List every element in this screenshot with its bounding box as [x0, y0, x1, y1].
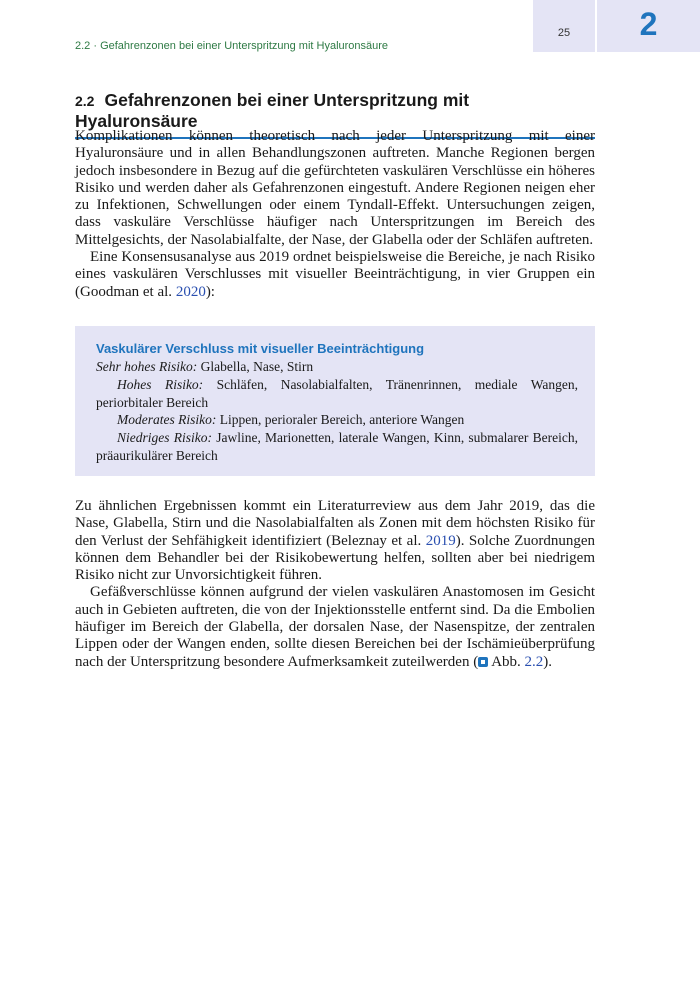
risk-item-very-high: Sehr hohes Risiko: Glabella, Nase, Stirn	[96, 359, 314, 374]
figure-reference-icon[interactable]	[478, 657, 488, 667]
risk-item-moderate: Moderates Risiko: Lippen, perioraler Bereich, anteriore Wangen	[117, 412, 465, 428]
paragraph-1: Komplikationen können theoretisch nach jeder Unterspritzung mit einer Hyaluronsäure und in allen Behandlungszonen auftreten. Manche Regionen bergen jedoch insbesondere in Bezug auf die gefürchteten vaskulären Verschlüsse ein höheres Risiko und werden daher als Gefahrenzonen eingestuft. Andere Regionen neigen eher zu Infektionen, Schwellungen oder einem Tyndall-Effekt. Untersuchungen zeigen, dass vaskuläre Verschlüsse häufiger nach Unterspritzungen im Bereich des Mittelgesichts, der Nasolabialfalte, der Nase, der Glabella oder der Schläfen auftreten.	[75, 128, 595, 248]
running-head: 2.2 · Gefahrenzonen bei einer Unterspritzung mit Hyaluronsäure	[75, 40, 389, 52]
citation-link-goodman[interactable]: 2020	[175, 283, 206, 300]
box-title: Vaskulärer Verschluss mit visueller Beeinträchtigung	[96, 341, 425, 356]
intro-text	[75, 128, 595, 301]
section-number: 2.2	[75, 93, 95, 109]
chapter-number: 2	[639, 6, 658, 42]
risk-info-box	[75, 326, 595, 476]
page-number: 25	[557, 27, 571, 39]
paragraph-4: Gefäßverschlüsse können aufgrund der vielen vaskulären Anastomosen im Gesicht auch in Gebieten auftreten, die von der Injektionsstelle entfernt sind. Da die Embolien häufiger im Bereich der Glabella, der dorsalen Nase, der Nasenspitze, der zentralen Lippen oder der Wangen enden, sollte diesen Bereichen bei der Ischämieüberprüfung nach der Unterspritzung besondere Aufmerksamkeit zuteilwerden ( Abb. 2.2).	[75, 584, 595, 670]
citation-link-beleznay[interactable]: 2019	[425, 532, 456, 549]
paragraph-2: Eine Konsensusanalyse aus 2019 ordnet beispielsweise die Bereiche, je nach Risiko eines vaskulären Verschlusses mit visueller Beeinträchtigung, in vier Gruppen ein (Goodman et al. 2020):	[75, 249, 595, 300]
risk-item-high: Hohes Risiko: Schläfen, Nasolabialfalten, Tränenrinnen, mediale Wangen, periorbitaler Bereich	[96, 376, 578, 410]
page-number-box	[533, 0, 595, 52]
paragraph-3: Zu ähnlichen Ergebnissen kommt ein Literaturreview aus dem Jahr 2019, das die Nase, Glabella, Stirn und die Nasolabialfalten als Zonen mit dem höchsten Risiko für den Verlust der Sehfähigkeit identifiziert (Beleznay et al. 2019). Solche Zuordnungen können dem Behandler bei der Risikobewertung helfen, sollten aber bei niedrigem Risiko nicht zur Unvorsichtigkeit führen.	[75, 498, 596, 584]
after-box-text	[75, 498, 595, 671]
risk-item-low: Niedriges Risiko: Jawline, Marionetten, laterale Wangen, Kinn, submalarer Bereich, präaurikulärer Bereich	[96, 430, 578, 463]
figure-link[interactable]: 2.2	[524, 653, 544, 670]
chapter-tab	[597, 0, 700, 52]
section-title: Gefahrenzonen bei einer Unterspritzung mit Hyaluronsäure	[75, 90, 470, 131]
